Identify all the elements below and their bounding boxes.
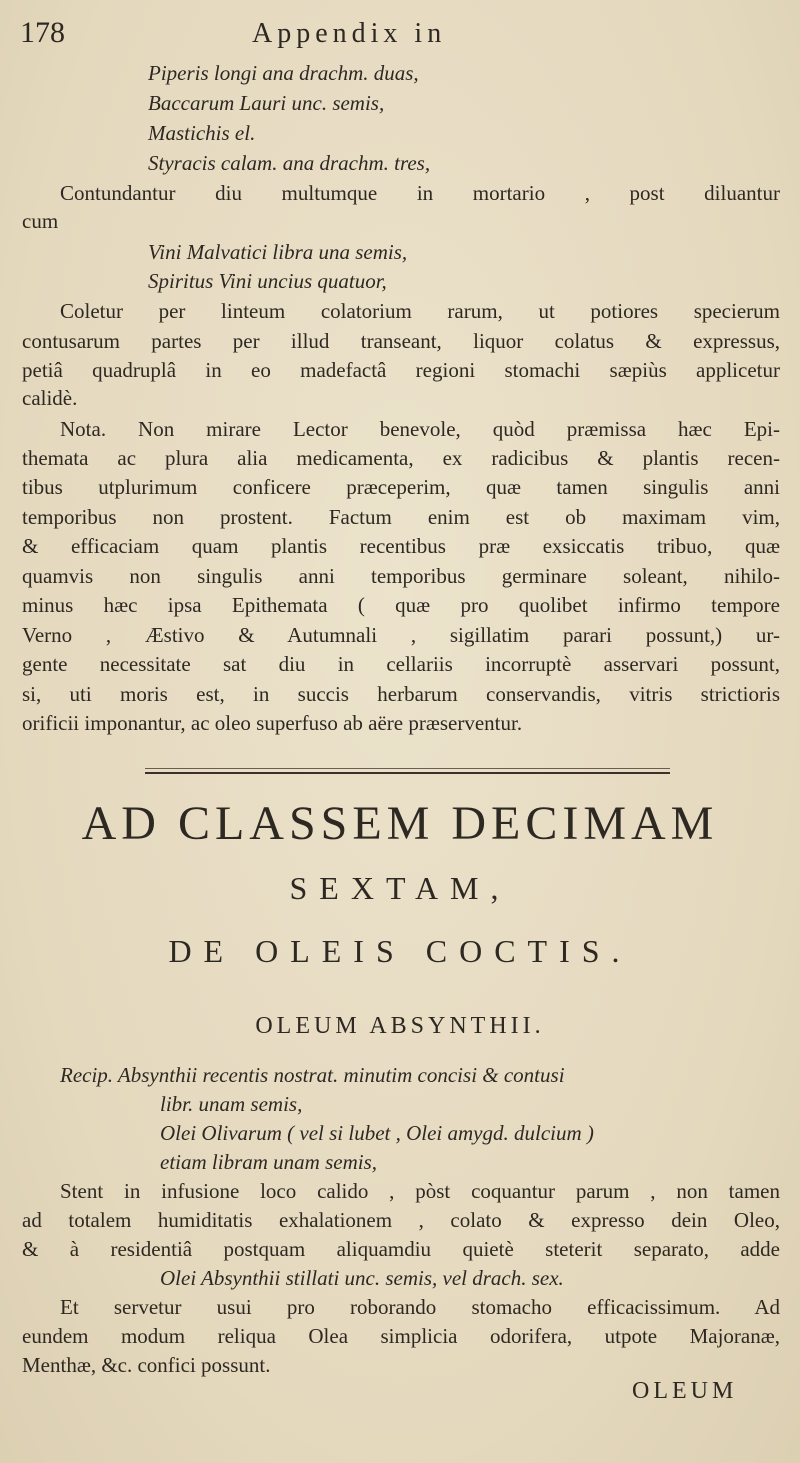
page-number: 178 <box>20 16 65 49</box>
section-heading: AD CLASSEM DECIMAM <box>81 797 719 850</box>
recipe-line: libr. unam semis, <box>160 1092 303 1116</box>
section-heading-line3: DE OLEIS COCTIS. <box>168 933 632 969</box>
body-line: themata ac plura alia medicamenta, ex radicibus & plantis recen- <box>22 446 780 470</box>
recipe-line: Olei Absynthii stillati unc. semis, vel drach. sex. <box>160 1266 564 1290</box>
section-divider-thick <box>145 772 670 774</box>
running-title: Appendix in <box>252 18 447 49</box>
body-line: ad totalem humiditatis exhalationem , colato & expresso dein Oleo, <box>22 1208 780 1232</box>
ingredient-line: Mastichis el. <box>148 121 256 145</box>
body-line: Coletur per linteum colatorium rarum, ut potiores specierum <box>60 299 780 323</box>
body-line: & à residentiâ postquam aliquamdiu quietè steterit separato, adde <box>22 1237 780 1261</box>
section-divider-thin <box>145 768 670 769</box>
body-line: Nota. Non mirare Lector benevole, quòd præmissa hæc Epi- <box>60 417 780 441</box>
ingredient-line: Baccarum Lauri unc. semis, <box>148 91 385 115</box>
ingredient-line: Vini Malvatici libra una semis, <box>148 240 408 264</box>
ingredient-line: Spiritus Vini uncius quatuor, <box>148 269 387 293</box>
body-line: orificii imponantur, ac oleo superfuso ab aëre præserventur. <box>22 711 523 735</box>
body-line: cum <box>22 209 59 233</box>
recipe-title: OLEUM ABSYNTHII. <box>255 1013 545 1039</box>
ingredient-line: Piperis longi ana drachm. duas, <box>148 61 419 85</box>
body-line: gente necessitate sat diu in cellariis incorruptè asservari possunt, <box>22 652 780 676</box>
section-heading-line2: SEXTAM, <box>289 870 511 906</box>
body-line: calidè. <box>22 386 78 410</box>
body-line: contusarum partes per illud transeant, liquor colatus & expressus, <box>22 329 780 353</box>
recipe-line: etiam libram unam semis, <box>160 1150 377 1174</box>
recipe-line: Olei Olivarum ( vel si lubet , Olei amygd. dulcium ) <box>160 1121 594 1145</box>
catchword: OLEUM <box>632 1378 738 1404</box>
page-header <box>0 12 800 52</box>
body-line: eundem modum reliqua Olea simplicia odorifera, utpote Majoranæ, <box>22 1324 780 1348</box>
recipe-line: Recip. Absynthii recentis nostrat. minutim concisi & contusi <box>60 1063 565 1087</box>
body-line: temporibus non prostent. Factum enim est ob maximam vim, <box>22 505 780 529</box>
body-line: quamvis non singulis anni temporibus germinare soleant, nihilo- <box>22 564 780 588</box>
body-line: Stent in infusione loco calido , pòst coquantur parum , non tamen <box>60 1179 780 1203</box>
ingredient-line: Styracis calam. ana drachm. tres, <box>148 151 431 175</box>
body-line: petiâ quadruplâ in eo madefactâ regioni stomachi sæpiùs applicetur <box>22 358 780 382</box>
body-line: si, uti moris est, in succis herbarum conservandis, vitris strictioris <box>22 682 780 706</box>
body-line: Menthæ, &c. confici possunt. <box>22 1353 271 1377</box>
body-line: Verno , Æstivo & Autumnali , sigillatim parari possunt,) ur- <box>22 623 780 647</box>
body-line: minus hæc ipsa Epithemata ( quæ pro quolibet infirmo tempore <box>22 593 780 617</box>
body-line: tibus utplurimum conficere præceperim, quæ tamen singulis anni <box>22 475 780 499</box>
body-line: & efficaciam quam plantis recentibus præ exsiccatis tribuo, quæ <box>22 534 780 558</box>
body-line: Et servetur usui pro roborando stomacho efficacissimum. Ad <box>60 1295 780 1319</box>
body-line: Contundantur diu multumque in mortario , post diluantur <box>60 181 780 205</box>
